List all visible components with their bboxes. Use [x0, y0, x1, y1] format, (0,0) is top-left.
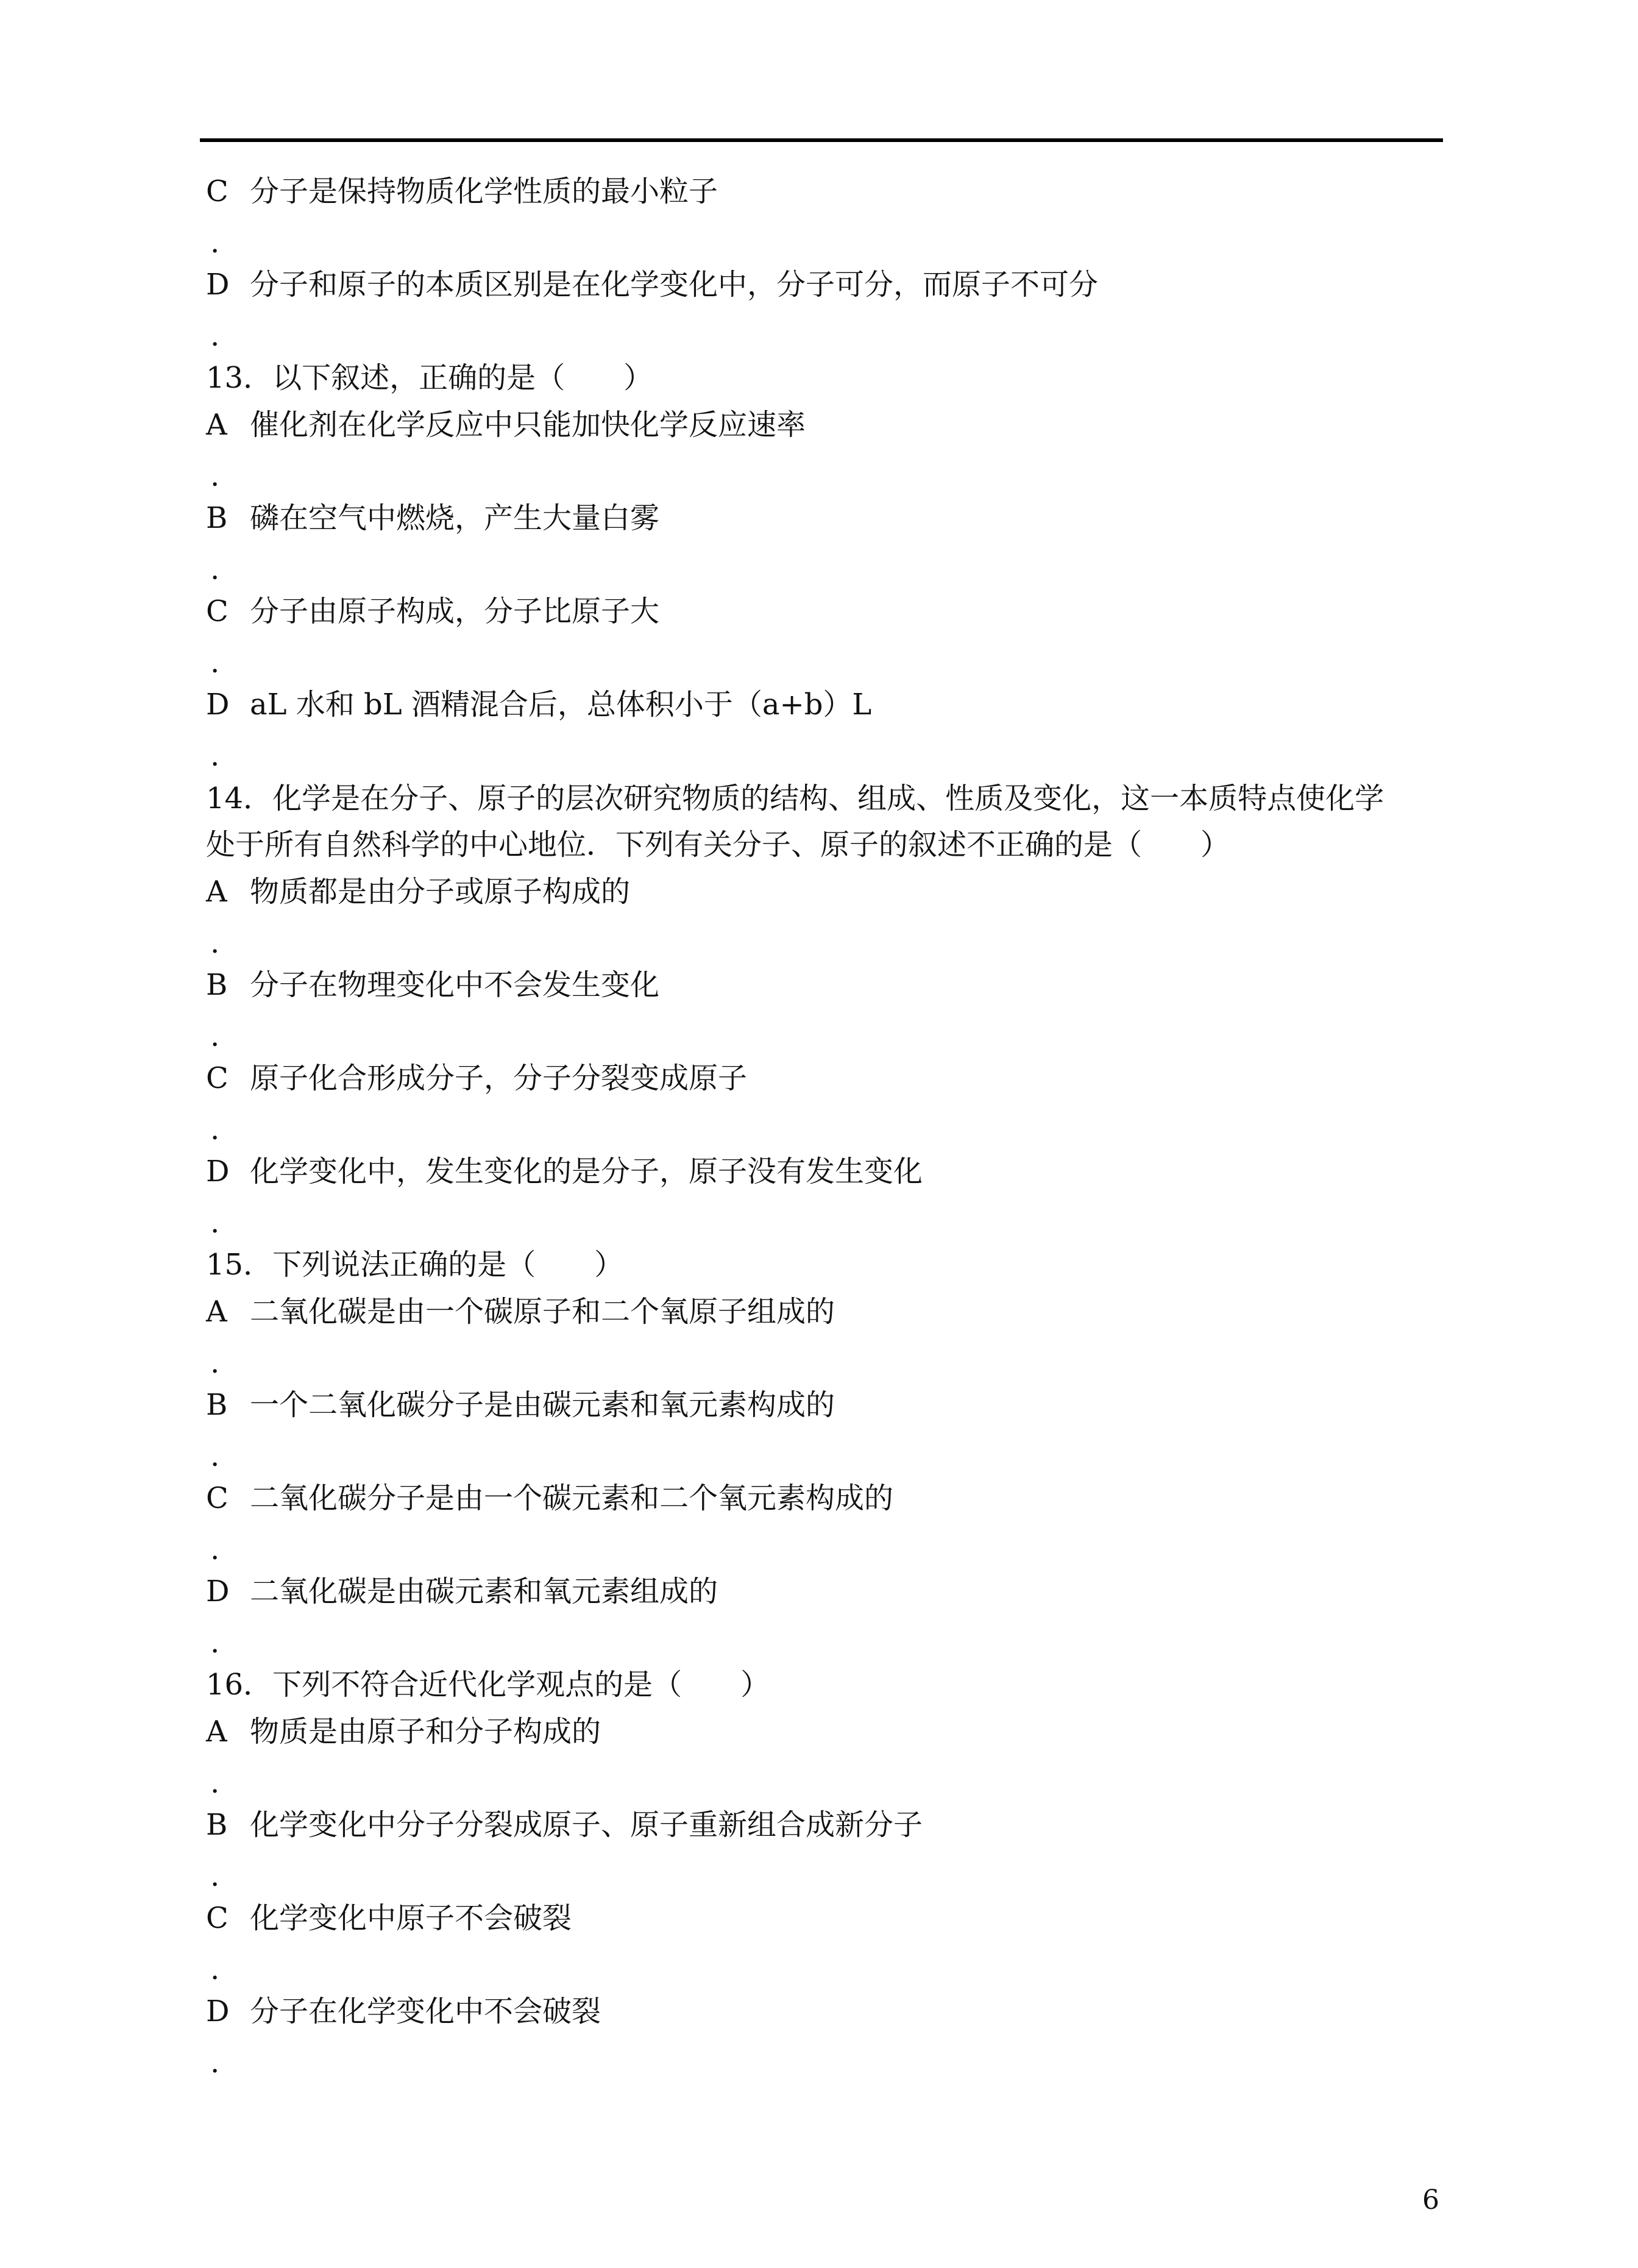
option-dot: .	[210, 1626, 220, 1660]
option-text: 化学变化中，发生变化的是分子，原子没有发生变化	[250, 1154, 923, 1189]
page-number: 6	[1422, 2184, 1439, 2216]
option-text: 二氧化碳是由一个碳原子和二个氧原子组成的	[250, 1295, 835, 1329]
option-dot: .	[210, 1206, 220, 1240]
option-text: 分子和原子的本质区别是在化学变化中，分子可分，而原子不可分	[250, 268, 1099, 302]
option-text: 磷在空气中燃烧，产生大量白雾	[250, 501, 660, 535]
question-13-stem: 13．以下叙述，正确的是（ ）	[206, 361, 653, 395]
option-letter: D	[206, 1154, 230, 1189]
option-text: 化学变化中分子分裂成原子、原子重新组合成新分子	[250, 1808, 923, 1842]
option-letter: B	[206, 968, 228, 1002]
option-text: 催化剂在化学反应中只能加快化学反应速率	[250, 408, 806, 442]
option-text: 二氧化碳分子是由一个碳元素和二个氧元素构成的	[250, 1481, 894, 1515]
option-dot: .	[210, 1952, 220, 1986]
header-rule	[200, 138, 1443, 142]
q15-option-b	[206, 1387, 835, 1423]
q16-option-a	[206, 1713, 601, 1750]
option-dot: .	[210, 552, 220, 586]
option-text: 一个二氧化碳分子是由碳元素和氧元素构成的	[250, 1388, 835, 1422]
option-letter: B	[206, 501, 228, 535]
option-dot: .	[210, 226, 220, 260]
option-text: 二氧化碳是由碳元素和氧元素组成的	[250, 1574, 718, 1609]
option-letter: C	[206, 594, 229, 628]
option-dot: .	[210, 459, 220, 493]
option-dot: .	[210, 645, 220, 680]
q16-option-b	[206, 1807, 923, 1843]
option-text: 化学变化中原子不会破裂	[250, 1901, 572, 1935]
option-text: 分子由原子构成，分子比原子大	[250, 594, 660, 628]
q13-option-a	[206, 407, 806, 443]
option-text: 物质都是由分子或原子构成的	[250, 875, 631, 909]
q13-option-b	[206, 500, 659, 536]
q13-option-d	[206, 686, 871, 723]
q14-option-c	[206, 1060, 747, 1097]
option-dot: .	[210, 926, 220, 960]
option-text: 分子在化学变化中不会破裂	[250, 1994, 601, 2028]
option-letter: D	[206, 688, 230, 722]
option-letter: D	[206, 1994, 230, 2028]
option-letter: A	[206, 408, 227, 442]
option-dot: .	[210, 1439, 220, 1473]
option-letter: A	[206, 875, 227, 909]
option-letter: C	[206, 1061, 229, 1095]
option-letter: A	[206, 1715, 227, 1749]
option-dot: .	[210, 1019, 220, 1053]
question-15-stem: 15．下列说法正确的是（ ）	[206, 1248, 624, 1282]
option-dot: .	[210, 739, 220, 773]
q13-option-c	[206, 593, 659, 630]
q14-option-a	[206, 873, 630, 910]
option-dot: .	[210, 1532, 220, 1566]
q14-option-b	[206, 967, 659, 1003]
option-d	[206, 266, 1098, 303]
question-14-stem-line-2: 处于所有自然科学的中心地位．下列有关分子、原子的叙述不正确的是（ ）	[206, 828, 1230, 862]
option-dot: .	[210, 1766, 220, 1800]
q15-option-d	[206, 1573, 718, 1610]
option-letter: C	[206, 174, 229, 208]
option-letter: B	[206, 1388, 228, 1422]
option-text: 物质是由原子和分子构成的	[250, 1715, 601, 1749]
option-text: 分子是保持物质化学性质的最小粒子	[250, 174, 718, 208]
option-text: 分子在物理变化中不会发生变化	[250, 968, 660, 1002]
q14-option-d	[206, 1153, 923, 1190]
option-letter: D	[206, 1574, 230, 1609]
option-letter: C	[206, 1481, 229, 1515]
option-dot: .	[210, 1112, 220, 1146]
q16-option-c	[206, 1900, 572, 1936]
q16-option-d	[206, 1993, 601, 2030]
option-dot: .	[210, 2046, 220, 2080]
question-14-stem-line-1: 14．化学是在分子、原子的层次研究物质的结构、组成、性质及变化，这一本质特点使化学	[206, 781, 1384, 816]
option-letter: B	[206, 1808, 228, 1842]
option-letter: D	[206, 268, 230, 302]
option-dot: .	[210, 1346, 220, 1380]
question-16-stem: 16．下列不符合近代化学观点的是（ ）	[206, 1668, 770, 1702]
option-dot: .	[210, 1859, 220, 1893]
option-letter: A	[206, 1295, 227, 1329]
q15-option-a	[206, 1293, 835, 1330]
option-text: aL 水和 bL 酒精混合后，总体积小于（a+b）L	[250, 688, 872, 722]
option-letter: C	[206, 1901, 229, 1935]
option-dot: .	[210, 319, 220, 353]
q15-option-c	[206, 1480, 893, 1516]
option-text: 原子化合形成分子，分子分裂变成原子	[250, 1061, 748, 1095]
option-c	[206, 173, 718, 210]
